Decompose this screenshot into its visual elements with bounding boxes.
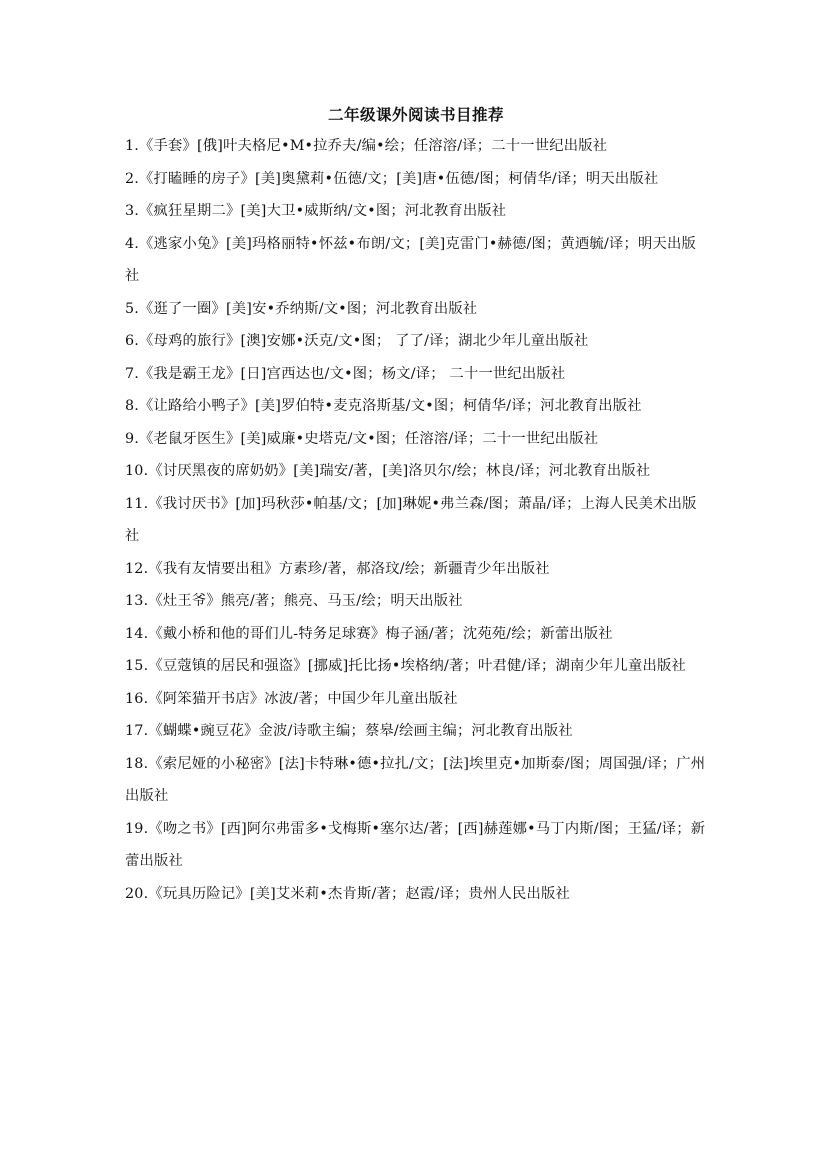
book-item-3: 3.《疯狂星期二》[美]大卫•威斯纳/文•图；河北教育出版社 [125, 203, 507, 219]
book-item-4: 4.《逃家小兔》[美]玛格丽特•怀兹•布朗/文；[美]克雷门•赫德/图；黄迺毓/译；明天出版社 [125, 235, 696, 284]
book-item-1: 1.《手套》[俄]叶夫格尼•M•拉乔夫/编•绘；任溶溶/译；二十一世纪出版社 [125, 138, 608, 154]
document-title: 二年级课外阅读书目推荐 [327, 105, 504, 124]
document-page [125, 100, 707, 910]
book-item-19: 19.《吻之书》[西]阿尔弗雷多•戈梅斯•塞尔达/著；[西]赫莲娜•马丁内斯/图；王猛/译；新蕾出版社 [125, 820, 706, 869]
book-item-9: 9.《老鼠牙医生》[美]威廉•史塔克/文•图；任溶溶/译；二十一世纪出版社 [125, 430, 599, 447]
book-item-18: 18.《索尼娅的小秘密》[法]卡特琳•德•拉扎/文；[法]埃里克•加斯泰/图；周国强/译；广州出版社 [125, 755, 706, 804]
book-item-6: 6.《母鸡的旅行》[澳]安娜•沃克/文•图； 了了/译；湖北少年儿童出版社 [125, 333, 589, 349]
book-item-16: 16.《阿笨猫开书店》冰波/著；中国少年儿童出版社 [125, 690, 458, 707]
book-item-15: 15.《豆蔻镇的居民和强盗》[挪威]托比扬•埃格纳/著；叶君健/译；湖南少年儿童出版社 [125, 658, 686, 674]
book-item-5: 5.《逛了一圈》[美]安•乔纳斯/文•图；河北教育出版社 [125, 300, 478, 317]
book-item-11: 11.《我讨厌书》[加]玛秋莎•帕基/文；[加]琳妮•弗兰森/图；萧晶/译；上海人民美术出版社 [125, 495, 697, 544]
book-item-20: 20.《玩具历险记》[美]艾米莉•杰肯斯/著；赵霞/译；贵州人民出版社 [125, 885, 570, 902]
book-item-14: 14.《戴小桥和他的哥们儿-特务足球赛》梅子涵/著；沈苑苑/绘；新蕾出版社 [125, 625, 613, 642]
book-item-13: 13.《灶王爷》熊亮/著；熊亮、马玉/绘；明天出版社 [125, 593, 463, 609]
book-item-7: 7.《我是霸王龙》[日]宫西达也/文•图；杨文/译； 二十一世纪出版社 [125, 365, 566, 382]
book-list [125, 130, 707, 910]
book-item-12: 12.《我有友情要出租》方素珍/著，郝洛玟/绘；新疆青少年出版社 [125, 560, 550, 577]
book-item-8: 8.《让路给小鸭子》[美]罗伯特•麦克洛斯基/文•图；柯倩华/译；河北教育出版社 [125, 398, 642, 414]
book-item-2: 2.《打瞌睡的房子》[美]奥黛莉•伍德/文；[美]唐•伍德/图；柯倩华/译；明天出版社 [125, 170, 659, 187]
book-item-17: 17.《蝴蝶•豌豆花》金波/诗歌主编；蔡皋/绘画主编；河北教育出版社 [125, 723, 573, 739]
book-item-10: 10.《讨厌黑夜的席奶奶》[美]瑞安/著，[美]洛贝尔/绘；林良/译；河北教育出版社 [125, 463, 651, 479]
